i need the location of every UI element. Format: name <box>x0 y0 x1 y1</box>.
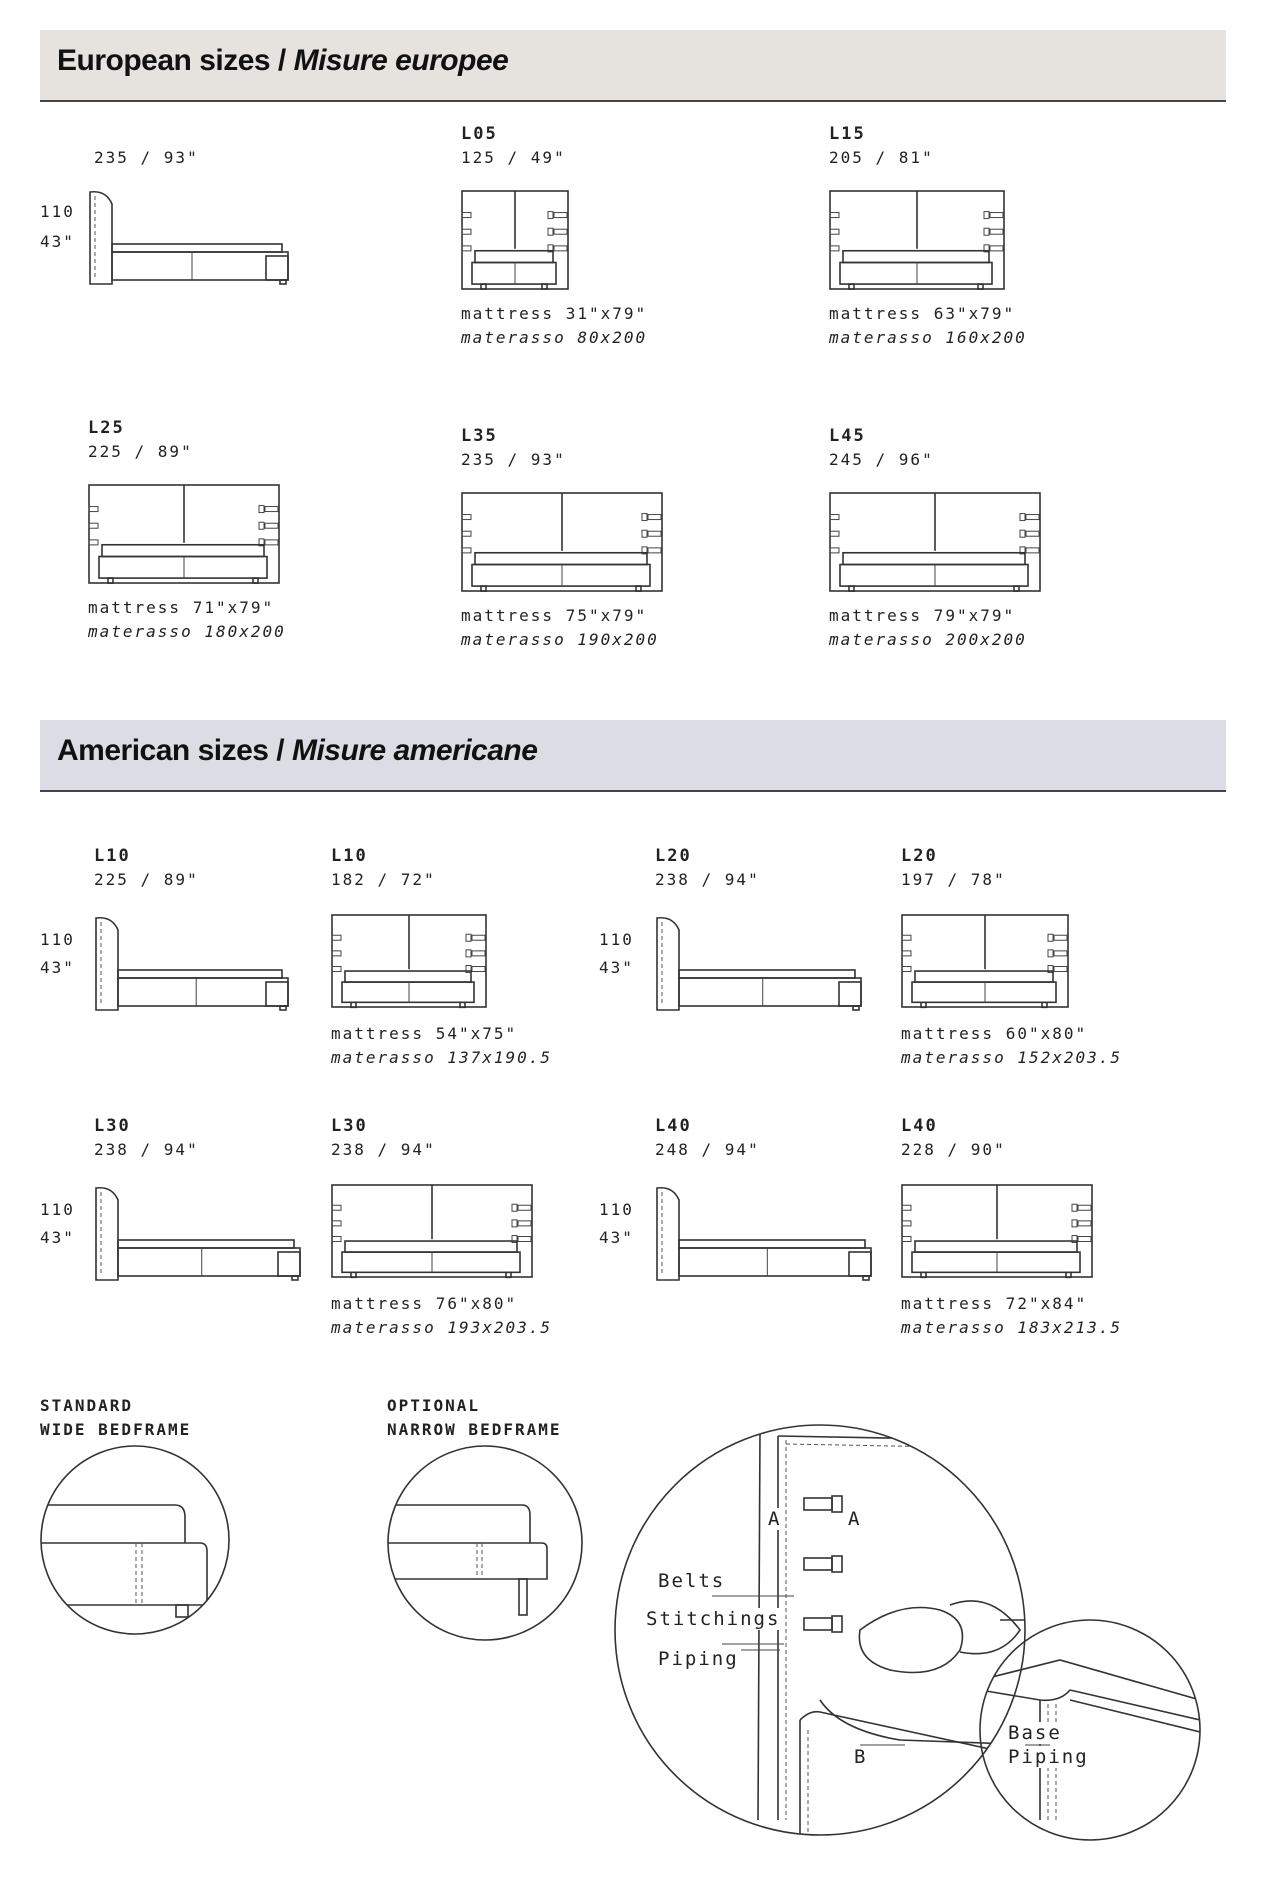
stitchings-label: Stitchings <box>646 1608 781 1630</box>
height-in-label: 43" <box>40 1228 75 1247</box>
size-label: 235 / 93" <box>461 450 566 469</box>
materasso-size: materasso 152x203.5 <box>901 1048 1123 1067</box>
frame-label-b: B <box>854 1746 868 1768</box>
model-code: L20 <box>901 846 938 866</box>
mattress-size: mattress 72"x84" <box>901 1294 1088 1313</box>
height-in-label: 43" <box>599 1228 634 1247</box>
materasso-size: materasso 80x200 <box>461 328 648 347</box>
size-label: 238 / 94" <box>655 870 760 889</box>
materasso-size: materasso 183x213.5 <box>901 1318 1123 1337</box>
front-view-drawing <box>331 1184 535 1284</box>
front-view-drawing <box>829 190 1007 296</box>
american-sizes-title: American sizes / Misure americane <box>57 734 538 767</box>
height-in-label: 43" <box>40 232 75 251</box>
size-label: 125 / 49" <box>461 148 566 167</box>
size-label: 228 / 90" <box>901 1140 1006 1159</box>
mattress-size: mattress 75"x79" <box>461 606 648 625</box>
model-code: L30 <box>94 1116 131 1136</box>
model-code: L35 <box>461 426 498 446</box>
optional-bedframe-caption-line2: NARROW BEDFRAME <box>387 1420 562 1439</box>
belt-label-a-right: A <box>848 1508 862 1530</box>
height-in-label: 43" <box>599 958 634 977</box>
optional-bedframe-caption-line1: OPTIONAL <box>387 1396 481 1415</box>
base-label: Base <box>1008 1722 1062 1744</box>
front-view-drawing <box>331 914 489 1014</box>
front-view-drawing <box>88 484 282 590</box>
materasso-size: materasso 200x200 <box>829 630 1027 649</box>
size-label: 235 / 93" <box>94 148 199 167</box>
front-view-drawing <box>829 492 1043 598</box>
model-code: L45 <box>829 426 866 446</box>
size-label: 238 / 94" <box>331 1140 436 1159</box>
front-view-drawing <box>901 914 1071 1014</box>
model-code: L25 <box>88 418 125 438</box>
european-sizes-header <box>40 30 1226 102</box>
model-code: L40 <box>901 1116 938 1136</box>
materasso-size: materasso 190x200 <box>461 630 659 649</box>
height-in-label: 43" <box>40 958 75 977</box>
side-view-drawing <box>653 1184 881 1288</box>
front-view-drawing <box>461 492 665 598</box>
height-cm-label: 110 <box>40 1200 75 1219</box>
model-code: L20 <box>655 846 692 866</box>
european-sizes-title: European sizes / Misure europee <box>57 44 509 77</box>
side-view-drawing <box>92 1184 310 1288</box>
front-view-drawing <box>461 190 571 296</box>
size-label: 248 / 94" <box>655 1140 760 1159</box>
materasso-size: materasso 160x200 <box>829 328 1027 347</box>
side-view-drawing <box>86 188 296 288</box>
materasso-size: materasso 193x203.5 <box>331 1318 553 1337</box>
height-cm-label: 110 <box>599 1200 634 1219</box>
height-cm-label: 110 <box>599 930 634 949</box>
model-code: L10 <box>94 846 131 866</box>
side-view-drawing <box>92 914 298 1018</box>
optional-bedframe-detail <box>387 1445 587 1645</box>
size-label: 225 / 89" <box>88 442 193 461</box>
model-code: L15 <box>829 124 866 144</box>
belts-label: Belts <box>658 1570 726 1592</box>
size-label: 205 / 81" <box>829 148 934 167</box>
height-cm-label: 110 <box>40 202 75 221</box>
mattress-size: mattress 54"x75" <box>331 1024 518 1043</box>
standard-bedframe-detail <box>40 1445 230 1635</box>
headboard-detail-illustration <box>640 1400 1240 1860</box>
american-sizes-header <box>40 720 1226 792</box>
piping-label: Piping <box>658 1648 739 1670</box>
standard-bedframe-caption-line2: WIDE BEDFRAME <box>40 1420 192 1439</box>
height-cm-label: 110 <box>40 930 75 949</box>
model-code: L40 <box>655 1116 692 1136</box>
materasso-size: materasso 137x190.5 <box>331 1048 553 1067</box>
mattress-size: mattress 60"x80" <box>901 1024 1088 1043</box>
mattress-size: mattress 63"x79" <box>829 304 1016 323</box>
mattress-size: mattress 71"x79" <box>88 598 275 617</box>
side-view-drawing <box>653 914 871 1018</box>
model-code: L10 <box>331 846 368 866</box>
materasso-size: materasso 180x200 <box>88 622 286 641</box>
belt-label-a-left: A <box>768 1508 782 1530</box>
model-code: L30 <box>331 1116 368 1136</box>
mattress-size: mattress 79"x79" <box>829 606 1016 625</box>
standard-bedframe-caption-line1: STANDARD <box>40 1396 134 1415</box>
mattress-size: mattress 31"x79" <box>461 304 648 323</box>
base-piping-label: Piping <box>1008 1746 1089 1768</box>
mattress-size: mattress 76"x80" <box>331 1294 518 1313</box>
model-code: L05 <box>461 124 498 144</box>
size-label: 225 / 89" <box>94 870 199 889</box>
size-label: 245 / 96" <box>829 450 934 469</box>
size-label: 182 / 72" <box>331 870 436 889</box>
size-label: 197 / 78" <box>901 870 1006 889</box>
size-label: 238 / 94" <box>94 1140 199 1159</box>
front-view-drawing <box>901 1184 1095 1284</box>
